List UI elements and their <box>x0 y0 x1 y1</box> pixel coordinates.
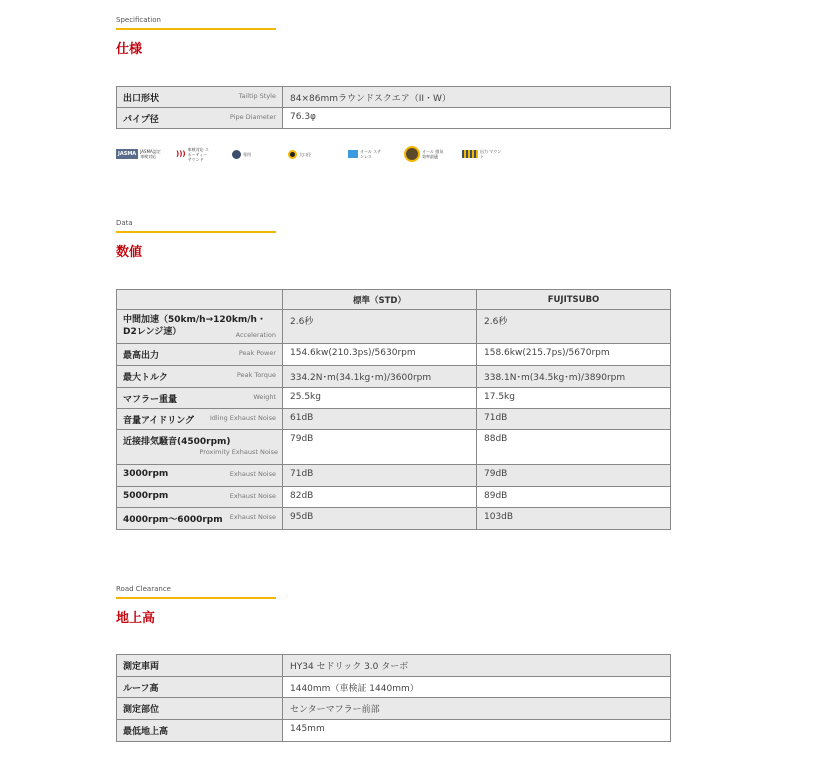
mount-icon: 出力 マウント <box>462 145 504 163</box>
table-row <box>117 344 671 366</box>
row-label: 測定車両 <box>117 655 283 677</box>
row-value: センターマフラー前部 <box>283 698 671 720</box>
table-row <box>117 698 671 720</box>
row-label: マフラー重量 Weight <box>117 388 283 409</box>
row-label-jp: 出口形状 <box>123 94 160 104</box>
fujitsubo-value: 89dB <box>477 487 671 508</box>
row-label-en: Pipe Diameter <box>229 113 276 121</box>
row-label: 3000rpm Exhaust Noise <box>117 465 283 487</box>
row-label: 最大トルク Peak Torque <box>117 366 283 388</box>
std-value: 154.6kw(210.3ps)/5630rpm <box>283 344 477 366</box>
table-row <box>117 409 671 430</box>
table-row <box>117 655 671 677</box>
std-value: 25.5kg <box>283 388 477 409</box>
clearance-section-title: 地上高 <box>116 611 156 626</box>
fujitsubo-value: 71dB <box>477 409 671 430</box>
row-label-jp: パイプ径 <box>123 115 159 125</box>
section-underline <box>116 597 276 599</box>
fujitsubo-value: 17.5kg <box>477 388 671 409</box>
table-row <box>117 310 671 344</box>
row-label: ルーフ高 <box>117 677 283 698</box>
row-label: 中間加速（50km/h→120km/h・D2レンジ速） Acceleration <box>117 310 283 344</box>
row-label-en: Tailtip Style <box>238 92 276 100</box>
clearance-section-en: Road Clearance <box>116 585 171 593</box>
section-underline <box>116 231 276 233</box>
spec-section-header <box>116 16 671 57</box>
sound-icon: ))) 車検対応 スポーティー サウンド <box>176 146 209 162</box>
row-value: 145mm <box>283 720 671 742</box>
row-label: 最低地上高 <box>117 720 283 742</box>
spec-section-title: 仕様 <box>116 42 143 57</box>
fujitsubo-value: 88dB <box>477 430 671 465</box>
table-row <box>117 677 671 698</box>
table-row <box>117 465 671 487</box>
stainless-icon: オール ステンレス <box>348 145 384 163</box>
header-blank <box>117 290 283 310</box>
table-row <box>117 720 671 742</box>
angle-icon: 大口径 <box>288 145 323 163</box>
clearance-section-header <box>116 585 671 626</box>
data-section-en: Data <box>116 219 133 227</box>
fujitsubo-value: 158.6kw(215.7ps)/5670rpm <box>477 344 671 366</box>
jasma-icon: JASMA JASMA認定 車検対応 <box>118 149 161 159</box>
row-label <box>117 108 283 129</box>
header-std: 標準（STD） <box>283 290 477 310</box>
row-label: 音量アイドリング Idling Exhaust Noise <box>117 409 283 430</box>
row-value: HY34 セドリック 3.0 ターボ <box>283 655 671 677</box>
clearance-table <box>116 654 671 742</box>
fujitsubo-value: 79dB <box>477 465 671 487</box>
data-section-title: 数値 <box>116 245 143 260</box>
fujitsubo-value: 2.6秒 <box>477 310 671 344</box>
row-label <box>117 87 283 108</box>
fujitsubo-value: 103dB <box>477 508 671 530</box>
row-label: 測定部位 <box>117 698 283 720</box>
row-label: 5000rpm Exhaust Noise <box>117 487 283 508</box>
table-row <box>117 388 671 409</box>
std-value: 2.6秒 <box>283 310 477 344</box>
data-table <box>116 289 671 530</box>
std-value: 82dB <box>283 487 477 508</box>
std-value: 61dB <box>283 409 477 430</box>
std-value: 334.2N･m(34.1kg･m)/3600rpm <box>283 366 477 388</box>
table-row <box>117 366 671 388</box>
table-row <box>117 87 671 108</box>
table-row <box>117 430 671 465</box>
row-value: 1440mm（車検証 1440mm） <box>283 677 671 698</box>
row-label: 最高出力 Peak Power <box>117 344 283 366</box>
spec-icon: 専用 <box>232 145 267 163</box>
table-header-row <box>117 290 671 310</box>
row-label: 4000rpm～6000rpm Exhaust Noise <box>117 508 283 530</box>
table-row <box>117 487 671 508</box>
std-value: 79dB <box>283 430 477 465</box>
data-section-header <box>116 219 671 260</box>
row-value: 76.3φ <box>283 108 671 129</box>
row-label: 近接排気騒音(4500rpm) Proximity Exhaust Noise <box>117 430 283 465</box>
spec-section-en: Specification <box>116 16 161 24</box>
std-value: 71dB <box>283 465 477 487</box>
fujitsubo-value: 338.1N･m(34.5kg･m)/3890rpm <box>477 366 671 388</box>
table-row <box>117 508 671 530</box>
table-row <box>117 108 671 129</box>
gauge-icon: オール 排気効率最適 <box>404 145 446 163</box>
spec-table <box>116 86 671 129</box>
row-value: 84×86mmラウンドスクエア（II・W） <box>283 87 671 108</box>
section-underline <box>116 28 276 30</box>
header-fujitsubo: FUJITSUBO <box>477 290 671 310</box>
std-value: 95dB <box>283 508 477 530</box>
